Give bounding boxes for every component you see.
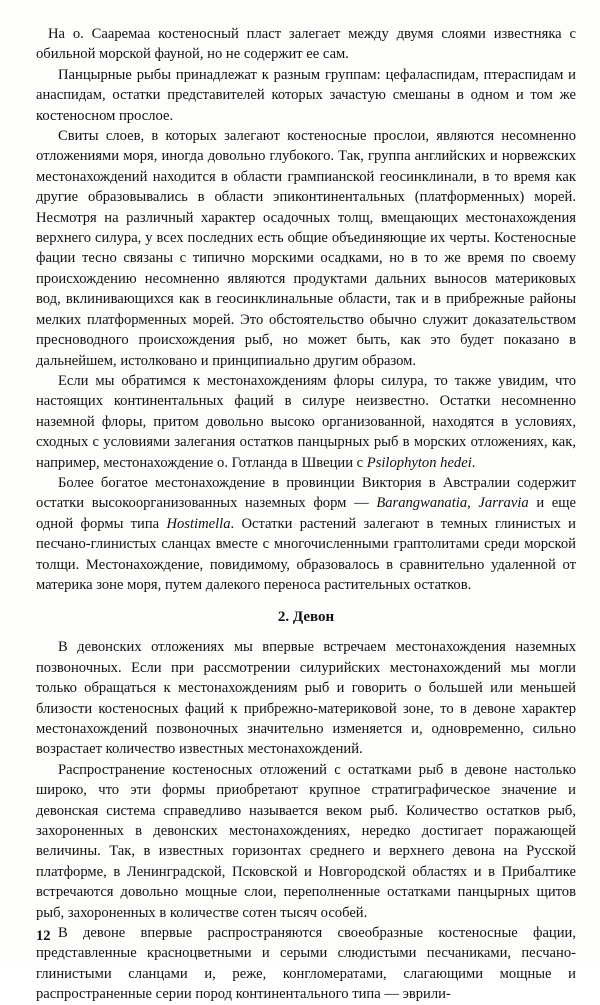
text-run: Если мы обратимся к местонахождениям флоры силура, то также увидим, что настоящих континентальных фаций в силуре неизвестно. Остатки несомненно наземной флоры, притом довольно высоко организованной, находятся в условиях, сходных с условиями залегания остатков панцырных рыб в морских отложениях, как, например, местонахождение о. Готланда в Швеции с <box>36 372 576 471</box>
text-run: . Остатки растений залегают в темных глинистых и песчано-глинистых сланцах вместе с многочисленными граптолитами среди морской толщи. Местонахождение, повидимому, образовалось в сравнительно удаленной от материка зоне моря, путем далекого переноса растительных остатков. <box>36 515 576 593</box>
paragraph <box>36 24 576 65</box>
text-run: На о. Сааремаа костеносный пласт залегает между двумя слоями известняка с обильной морской фауной, но не содержит ее сам. <box>36 26 576 63</box>
text-run: , <box>467 495 479 512</box>
text-run: и еще одной формы типа <box>36 495 576 532</box>
section-heading: 2. Девон <box>277 609 335 626</box>
text-run: Распространение костеносных отложений с остатками рыб в девоне настолько широко, что эти формы приобретают крупное стратиграфическое значение и девонская система справедливо называется веком рыб. Количество остатков рыб, захороненных в девонских местонахождениях, нередко достигает поражающей величины. Так, в известных горизонтах среднего и верхнего девона на Русской платформе, в Ленинградской, Псковской и Новгородской областях и в Прибалтике встречаются довольно мощные слои, переполненные остатками панцырных щитов рыб, захороненных в количестве сотен тысяч особей. <box>36 761 576 921</box>
paragraph <box>36 371 576 473</box>
italic-taxon: Psilophyton hedei <box>366 454 472 471</box>
paragraph <box>36 126 576 371</box>
text-block-silurian <box>36 24 576 595</box>
text-run: Свиты слоев, в которых залегают костеносные прослои, являются несомненно отложениями моря, иногда довольно глубокого. Так, группа английских и норвежских местонахождений находится в области грампианской геосинклинали, в то время как другие образовывались в области эпиконтинентальных (платформенных) морей. Несмотря на различный характер осадочных толщ, вмещающих местонахождения верхнего силура, у всех последних есть общие объединяющие их черты. Костеносные фации тесно связаны с типично морскими осадками, но в то же время по своему происхождению несомненно являются продуктами дальних выносов материковых вод, вклинивающихся как в геосинклинальные области, так и в прибрежные районы мелких платформенных морей. Это обстоятельство обычно служит доказательством пресноводного происхождения рыб, но может быть, как это будет показано в дальнейшем, истолковано и принципиально другим образом. <box>36 128 576 369</box>
text-run: В девоне впервые распространяются своеобразные костеносные фации, представленные красноцветными и серыми слюдистыми песчаниками, песчано-глинистыми сланцами и, реже, конгломератами, слагающими мощные и распространенные серии пород континентального типа — эврили- <box>36 925 576 1003</box>
paragraph <box>36 637 576 759</box>
text-run: Панцырные рыбы принадлежат к разным группам: цефаласпидам, птераспидам и анаспидам, остатки представителей которых зачастую смешаны в одном и том же костеносном прослое. <box>36 66 576 124</box>
italic-taxon: Jarravia <box>478 495 529 512</box>
page-number: 12 <box>36 928 51 944</box>
page-text <box>36 24 576 1005</box>
italic-taxon: Barangwanatia <box>376 495 468 512</box>
text-run: . <box>471 454 476 471</box>
text-block-devonian <box>36 637 576 1004</box>
paragraph <box>36 923 576 1005</box>
italic-taxon: Hostimella <box>166 515 231 532</box>
paragraph <box>36 760 576 923</box>
paragraph <box>36 473 576 595</box>
paragraph <box>36 65 576 126</box>
text-run: Более богатое местонахождение в провинции Виктория в Австралии содержит остатки высокоорганизованных наземных форм — <box>36 474 576 512</box>
text-run: В девонских отложениях мы впервые встречаем местонахождения наземных позвоночных. Если при рассмотрении силурийских местонахождений мы могли только обращаться к местонахождениям рыб и говорить о большей или меньшей близости костеносных фаций к прибрежно-материковой зоне, то в девоне характер местонахождений позвоночных значительно изменяется и, одновременно, сильно возрастает количество известных местонахождений. <box>36 639 576 758</box>
